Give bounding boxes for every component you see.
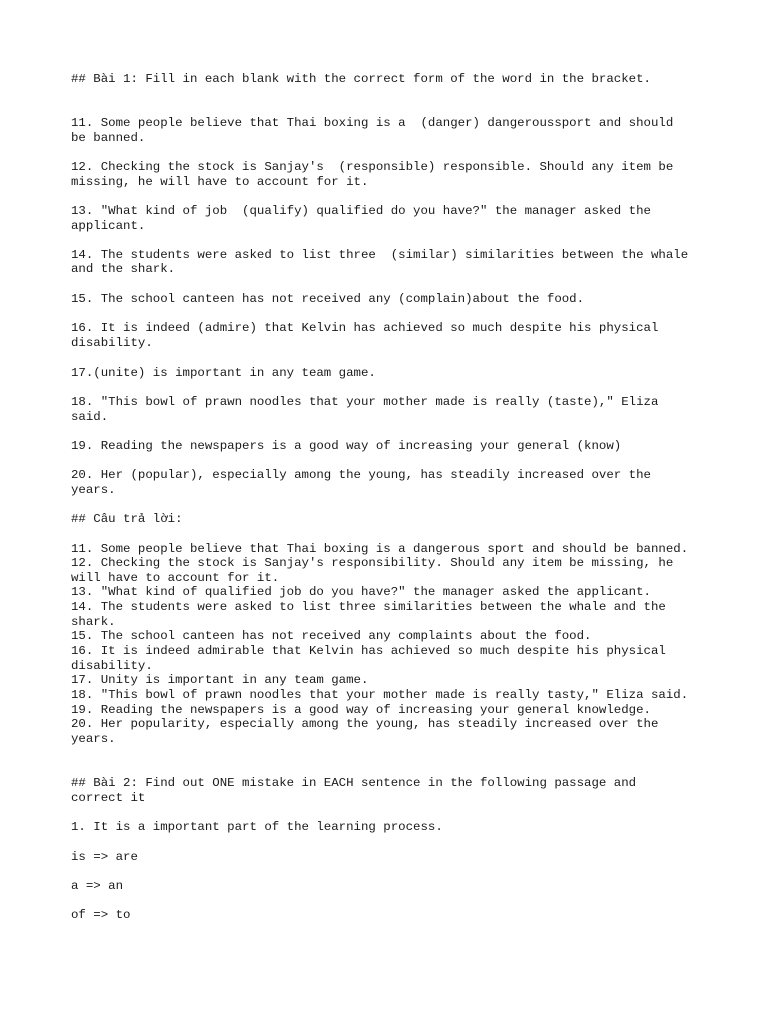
question-line: 11. Some people believe that Thai boxing is a (danger) dangeroussport and should (71, 116, 674, 130)
question-line: 14. The students were asked to list three (similar) similarities between the whale (71, 248, 689, 262)
answer-line: 19. Reading the newspapers is a good way of increasing your general knowledge. (71, 703, 651, 717)
correction-line: of => to (71, 908, 131, 922)
question-line: 19. Reading the newspapers is a good way of increasing your general (know) (71, 439, 622, 453)
question-line: 17.(unite) is important in any team game. (71, 366, 376, 380)
question-line: and the shark. (71, 262, 176, 276)
section1-heading: ## Bài 1: Fill in each blank with the correct form of the word in the bracket. (71, 72, 651, 86)
question-line: years. (71, 483, 116, 497)
answer-line: will have to account for it. (71, 571, 280, 585)
question-line: 18. "This bowl of prawn noodles that your mother made is really (taste)," Eliza (71, 395, 659, 409)
question-line: applicant. (71, 219, 146, 233)
answer-line: 16. It is indeed admirable that Kelvin has achieved so much despite his physical (71, 644, 666, 658)
answer-line: 13. "What kind of qualified job do you have?" the manager asked the applicant. (71, 585, 651, 599)
correction-line: is => are (71, 850, 138, 864)
answer-line: 12. Checking the stock is Sanjay's responsibility. Should any item be missing, he (71, 556, 674, 570)
correction-line: a => an (71, 879, 124, 893)
question-line: 12. Checking the stock is Sanjay's (responsible) responsible. Should any item be (71, 160, 674, 174)
answer-line: 20. Her popularity, especially among the young, has steadily increased over the (71, 717, 659, 731)
answer-line: 11. Some people believe that Thai boxing is a dangerous sport and should be banned. (71, 542, 689, 556)
answer-line: shark. (71, 615, 116, 629)
question-line: disability. (71, 336, 153, 350)
answer-line: 18. "This bowl of prawn noodles that your mother made is really tasty," Eliza said. (71, 688, 689, 702)
answer-line: 14. The students were asked to list three similarities between the whale and the (71, 600, 666, 614)
answers-heading: ## Câu trả lời: (71, 512, 183, 526)
question-line: be banned. (71, 131, 146, 145)
answer-line: 15. The school canteen has not received any complaints about the food. (71, 629, 592, 643)
question-line: 16. It is indeed (admire) that Kelvin has achieved so much despite his physical (71, 321, 659, 335)
section2-heading: correct it (71, 791, 146, 805)
question-line: 15. The school canteen has not received any (complain)about the food. (71, 292, 585, 306)
answer-line: 17. Unity is important in any team game. (71, 673, 369, 687)
section2-sentence: 1. It is a important part of the learning process. (71, 820, 443, 834)
answer-line: years. (71, 732, 116, 746)
question-line: said. (71, 410, 109, 424)
section2-heading: ## Bài 2: Find out ONE mistake in EACH sentence in the following passage and (71, 776, 637, 790)
question-line: missing, he will have to account for it. (71, 175, 369, 189)
answer-line: disability. (71, 659, 153, 673)
question-line: 20. Her (popular), especially among the young, has steadily increased over the (71, 468, 651, 482)
question-line: 13. "What kind of job (qualify) qualified do you have?" the manager asked the (71, 204, 651, 218)
